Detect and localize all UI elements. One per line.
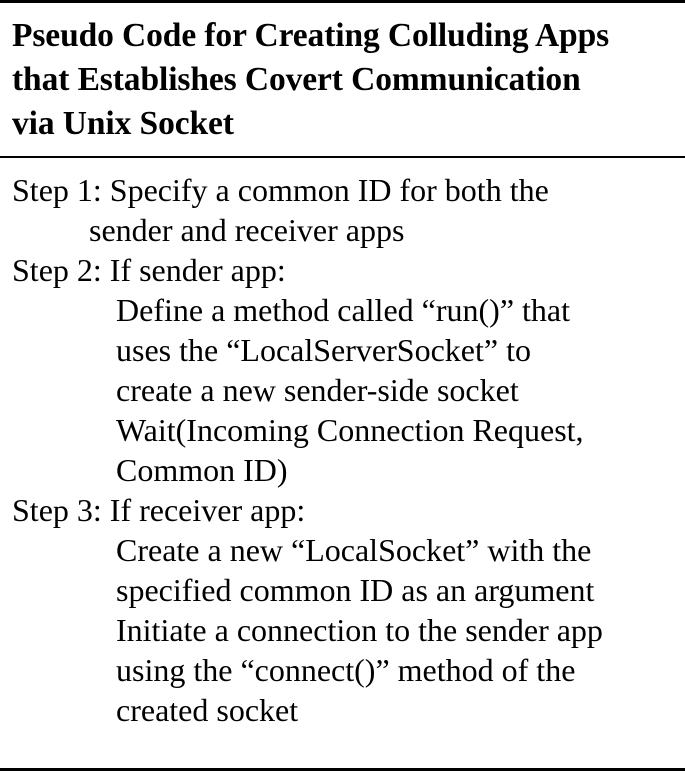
code-line: created socket [116, 692, 299, 728]
top-rule [0, 0, 685, 3]
header-rule [0, 156, 685, 158]
code-line: using the “connect()” method of the [116, 652, 576, 688]
code-line: Step 1: Specify a common ID for both the [12, 172, 549, 208]
code-line: Create a new “LocalSocket” with the [116, 532, 592, 568]
title-line: via Unix Socket [12, 105, 234, 142]
code-line: create a new sender-side socket [116, 372, 519, 408]
code-line: Step 2: If sender app: [12, 252, 286, 288]
code-line: Wait(Incoming Connection Request, [116, 412, 584, 448]
code-line: uses the “LocalServerSocket” to [116, 332, 531, 368]
code-line: sender and receiver apps [89, 212, 405, 248]
code-line: Step 3: If receiver app: [12, 492, 306, 528]
table-title [12, 14, 682, 146]
bottom-rule [0, 768, 685, 771]
code-line: Common ID) [116, 452, 288, 488]
code-line: Define a method called “run()” that [116, 292, 570, 328]
code-line: specified common ID as an argument [116, 572, 595, 608]
code-line: Initiate a connection to the sender app [116, 612, 603, 648]
title-line: that Establishes Covert Communication [12, 61, 581, 98]
title-line: Pseudo Code for Creating Colluding Apps [12, 17, 610, 54]
